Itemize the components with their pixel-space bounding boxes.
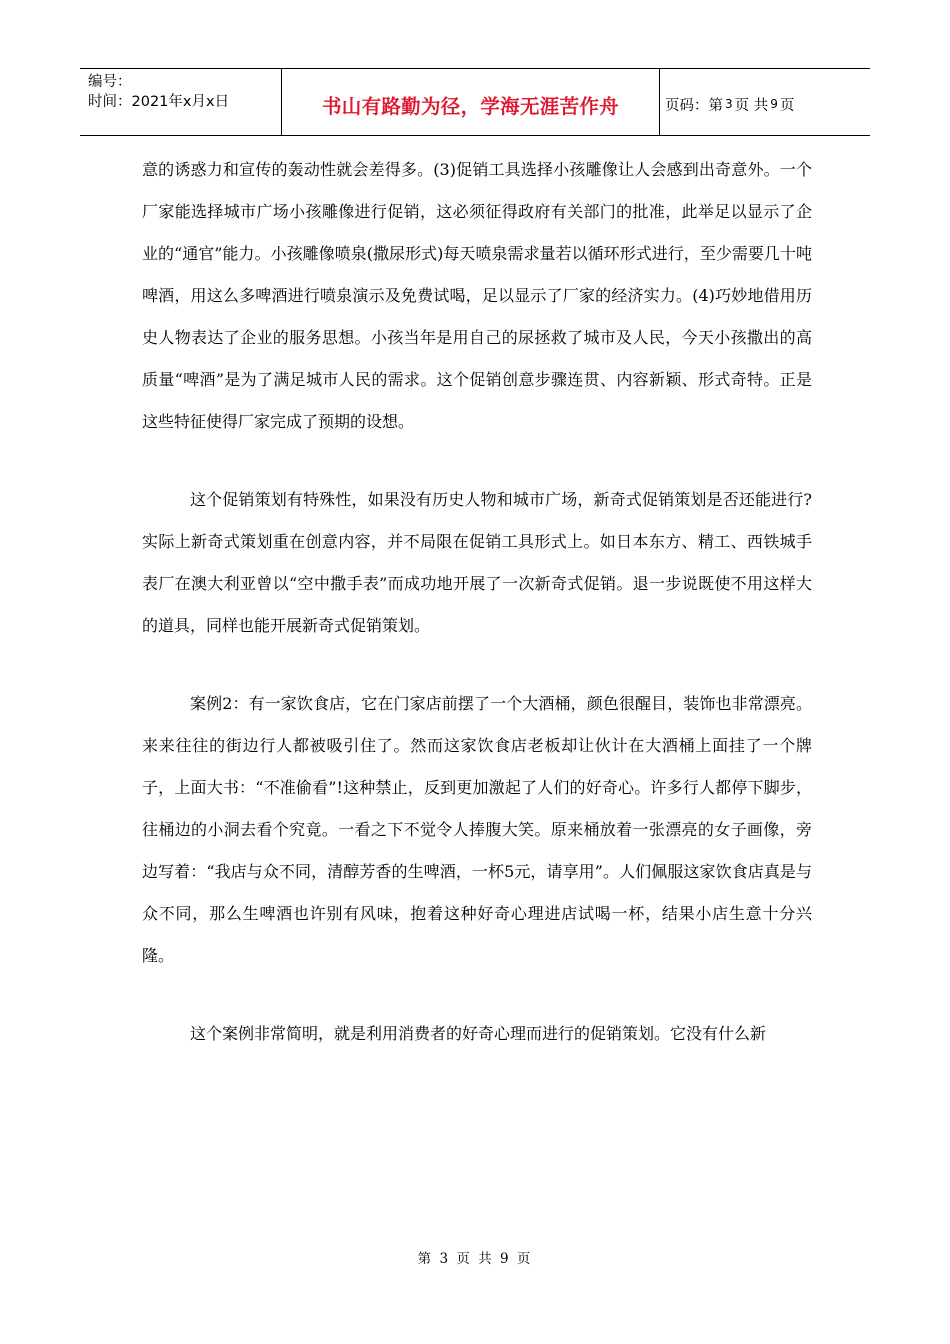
footer-total: 9	[499, 1251, 511, 1267]
paragraph-4: 这个案例非常简明，就是利用消费者的好奇心理而进行的促销策划。它没有什么新	[190, 1024, 767, 1043]
page-header	[80, 68, 870, 136]
page-suffix: 页	[779, 97, 795, 114]
header-motto-cell	[282, 69, 660, 135]
paragraph-2: 这个促销策划有特殊性，如果没有历史人物和城市广场，新奇式促销策划是否还能进行?实际上新奇式策划重在创意内容，并不局限在促销工具形式上。如日本东方、精工、西铁城手表厂在澳大利亚曾以“空中撒手表”而成功地开展了一次新奇式促销。退一步说既使不用这样大的道具，同样也能开展新奇式促销策划。	[142, 490, 812, 635]
header-motto: 书山有路勤为径，学海无涯苦作舟	[321, 95, 619, 118]
page-prefix: 页码：第	[665, 97, 723, 114]
page-current: 3	[725, 97, 733, 111]
header-page-number	[660, 69, 870, 135]
header-meta	[80, 69, 282, 135]
document-body	[142, 149, 812, 1055]
footer-current: 3	[439, 1251, 451, 1267]
footer-mid: 页 共	[456, 1251, 494, 1267]
footer-suffix: 页	[516, 1251, 533, 1267]
page-total: 9	[770, 97, 778, 111]
page-footer	[0, 1247, 950, 1267]
paragraph-3: 案例2：有一家饮食店，它在门家店前摆了一个大酒桶，颜色很醒目，装饰也非常漂亮。来来往往的街边行人都被吸引住了。然而这家饮食店老板却让伙计在大酒桶上面挂了一个牌子，上面大书：“不准偷看”!这种禁止，反到更加激起了人们的好奇心。许多行人都停下脚步，往桶边的小洞去看个究竟。一看之下不觉令人捧腹大笑。原来桶放着一张漂亮的女子画像，旁边写着：“我店与众不同，清醇芳香的生啤酒，一杯5元，请享用”。人们佩服这家饮食店真是与众不同，那么生啤酒也许别有风味，抱着这种好奇心理进店试喝一杯，结果小店生意十分兴隆。	[142, 694, 812, 965]
page-mid: 页 共	[734, 97, 769, 114]
paragraph-1: 意的诱惑力和宣传的轰动性就会差得多。(3)促销工具选择小孩雕像让人会感到出奇意外。一个厂家能选择城市广场小孩雕像进行促销，这必须征得政府有关部门的批准，此举足以显示了企业的“通官”能力。小孩雕像喷泉(撒尿形式)每天喷泉需求量若以循环形式进行，至少需要几十吨啤酒，用这么多啤酒进行喷泉演示及免费试喝，足以显示了厂家的经济实力。(4)巧妙地借用历史人物表达了企业的服务思想。小孩当年是用自己的尿拯救了城市及人民，今天小孩撒出的高质量“啤酒”是为了满足城市人民的需求。这个促销创意步骤连贯、内容新颖、形式奇特。正是这些特征使得厂家完成了预期的设想。	[142, 160, 812, 431]
document-number-label: 编号：	[88, 74, 132, 90]
document-time-label: 时间：2021年x月x日	[88, 94, 230, 110]
footer-prefix: 第	[417, 1251, 434, 1267]
